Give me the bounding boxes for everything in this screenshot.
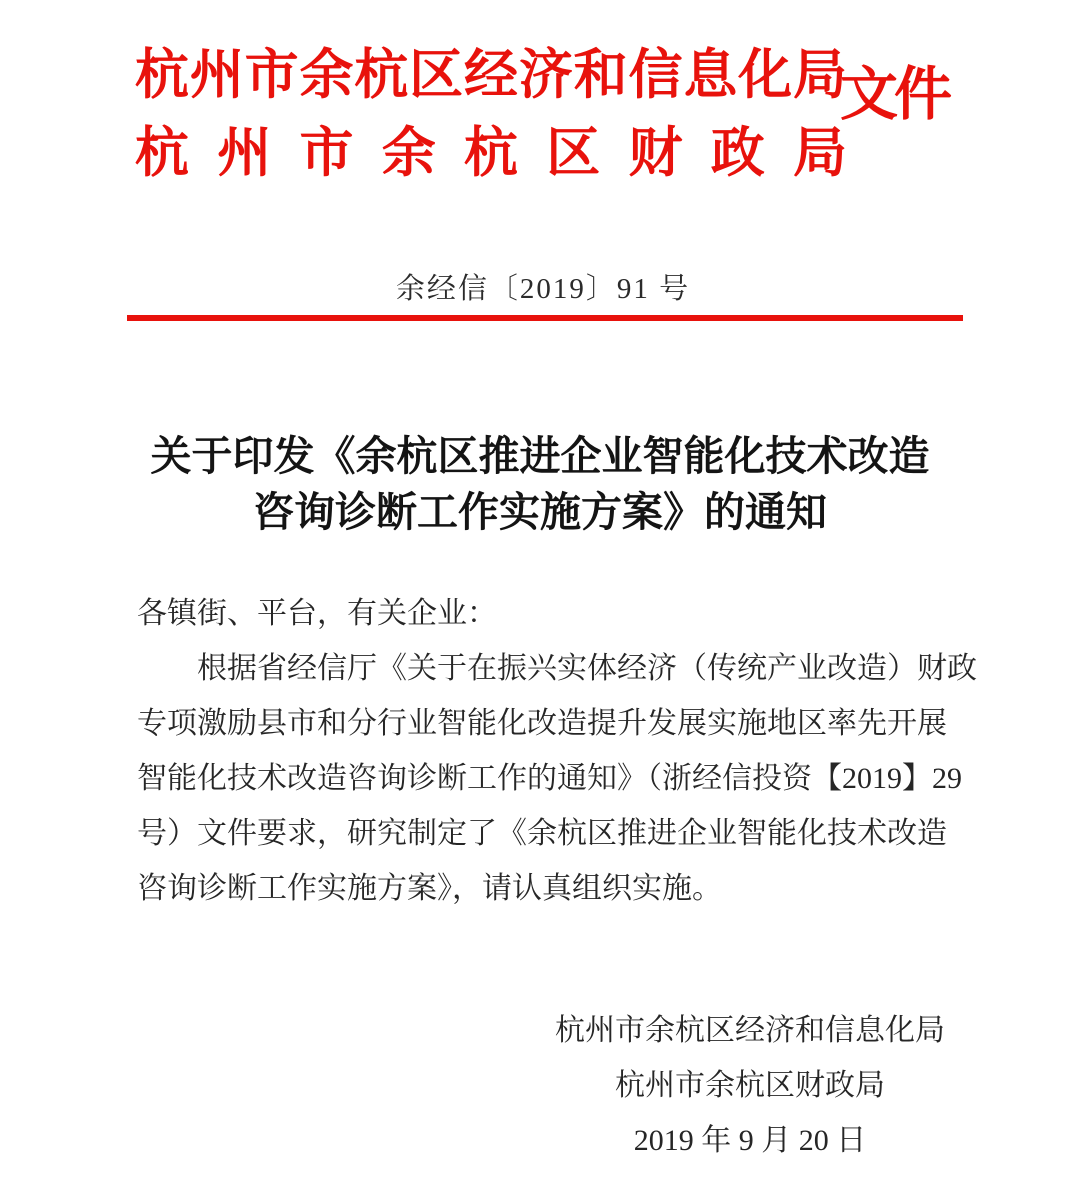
paragraph-line: 智能化技术改造咨询诊断工作的通知》（浙经信投资【2019】29 bbox=[137, 762, 962, 795]
body-text bbox=[137, 586, 977, 916]
signature-org-1: 杭州市余杭区经济和信息化局 bbox=[555, 1014, 945, 1047]
paragraph-line: 专项激励县市和分行业智能化改造提升发展实施地区率先开展 bbox=[137, 707, 947, 740]
document-title bbox=[0, 428, 1080, 540]
paragraph-line: 号）文件要求，研究制定了《余杭区推进企业智能化技术改造 bbox=[137, 817, 947, 850]
paragraph-line: 咨询诊断工作实施方案》，请认真组织实施。 bbox=[137, 872, 722, 905]
letterhead bbox=[135, 36, 847, 192]
paragraph-line: 根据省经信厅《关于在振兴实体经济（传统产业改造）财政 bbox=[197, 652, 977, 685]
doc-type-label: 文件 bbox=[840, 62, 949, 127]
red-divider bbox=[127, 315, 963, 321]
doc-number: 余经信〔2019〕91 号 bbox=[395, 273, 691, 305]
signature-org-2: 杭州市余杭区财政局 bbox=[615, 1069, 885, 1102]
signature-block bbox=[550, 1003, 950, 1168]
title-line-2: 咨询诊断工作实施方案》的通知 bbox=[253, 489, 827, 535]
agency-name-line-1: 杭州市余杭区经济和信息化局 bbox=[135, 45, 847, 105]
agency-name-line-2: 杭 州 市 余 杭 区 财 政 局 bbox=[135, 123, 847, 183]
signature-date: 2019 年 9 月 20 日 bbox=[633, 1124, 867, 1157]
title-line-1: 关于印发《余杭区推进企业智能化技术改造 bbox=[150, 433, 930, 479]
salutation: 各镇街、平台，有关企业： bbox=[137, 597, 497, 630]
